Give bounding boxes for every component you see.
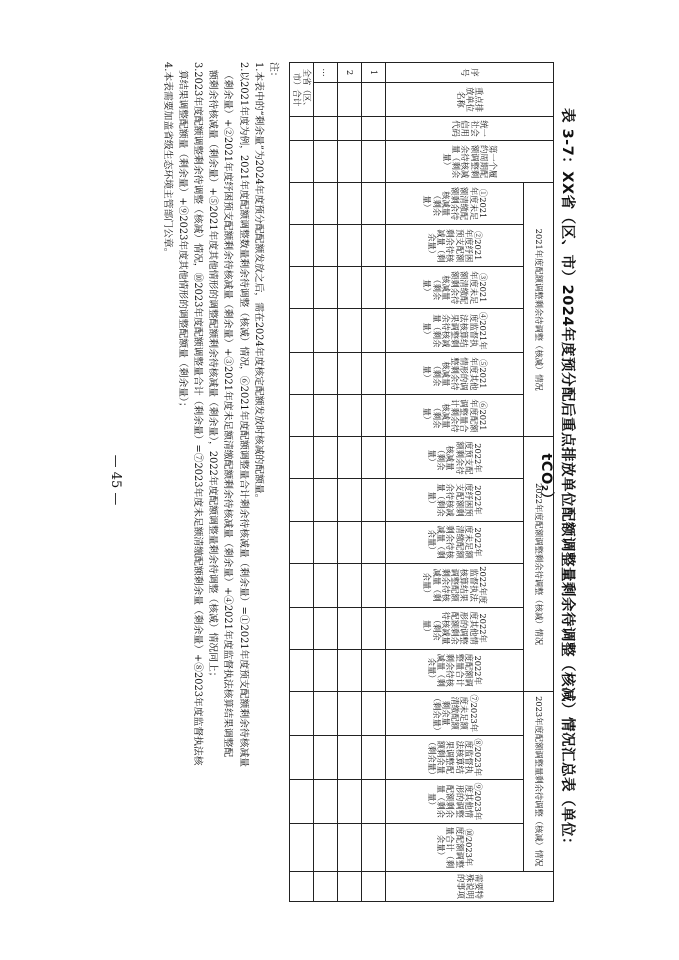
note-2-line1: 2.以2021年度为例，2021年度配额调整数量剩余待调整（核减）情况，⑥2021年度配额调整量合计剩余待核减量（剩余量）=①2021年度预支配额剩余待核减量 [237, 62, 249, 768]
header-2021-col1: ①2021年度未足额清缴配额剩余待核减量（剩余量） [386, 183, 524, 225]
header-2022-col4: 2022年度监督执法核算结果调整配额剩余待核减量（剩余量） [386, 563, 524, 607]
header-2022-col3: 2022年度未足额清缴配额剩余待核减量（剩余量） [386, 521, 524, 563]
header-group-2022: 2022年度配额调整剩余待调整（核减）情况 [524, 437, 554, 691]
notes-section [160, 62, 281, 902]
header-group-2023: 2023年度配额调整量剩余待调整（核减）情况 [524, 691, 554, 871]
header-2021-col2: ②2021年度纾困预支配额剩余待核减量（剩余量） [386, 225, 524, 267]
note-1: 1.本表中的“剩余量”为2024年度预分配配额发放之后，需在2024年度核定配额发放时核减的配额量。 [252, 62, 264, 504]
header-2022-col2: 2022年度纾困预支配额剩余待核减量（剩余量） [386, 479, 524, 521]
note-3-line2: 算结果调整配额量（剩余量）+⑨2023年度其他情形的调整配额量（剩余量）； [176, 70, 188, 412]
note-3-line1: 3.2023年度配额调整剩余待调整（核减）情况，⑩2023年度配额调整量合计（剩余量）=⑦2023年度未足额清缴配额剩余量（剩余量）+⑧2023年度监督执法核 [192, 62, 204, 766]
header-special-notes: 需要特殊说明的事项 [386, 871, 554, 901]
header-2021-col4: ④2021年度监督执法核算结果调整剩余待核减量（剩余量） [386, 309, 524, 353]
header-2022-col1: 2022年度预支配额剩余待核减量（剩余量） [386, 437, 524, 479]
note-2-line3: 额剩余待核减量（剩余量）+⑤2021年度其他情形的调整配额剩余待核减量（剩余量），2022年度配额调整量剩余待调整（核减）情况同上； [207, 70, 219, 682]
header-seq: 序号 [386, 63, 554, 83]
total-row-label: 全省（区、市）合计 [290, 63, 314, 117]
note-4: 4.本表需要加盖省级生态环境主管部门公章。 [161, 62, 173, 258]
note-2-line2: （剩余量）+②2021年度纾困预支配额剩余待核减量（剩余量）+③2021年度未足额清缴配额剩余待核减量（剩余量）+④2021年度监督执法核算结果调整配 [222, 70, 234, 758]
header-2021-col6: ⑥2021年度配额调整量合计剩余待核减量（剩余量） [386, 395, 524, 437]
header-group-2021: 2021年度配额调整剩余待调整（核减）情况 [524, 183, 554, 437]
header-2023-col10: ⑩2023年度配额调整量合计（剩余量） [386, 823, 524, 871]
page-number: — 45 — [108, 454, 123, 506]
notes-heading: 注： [268, 62, 279, 82]
summary-table [289, 62, 554, 902]
header-unit-name: 重点排放单位名称 [386, 83, 554, 117]
table-title: 表 3-7：XX省（区、市）2024年度预分配后重点排放单位配额调整量剩余待调整（核减）情况汇总表（单位：tCO₂） [538, 108, 575, 852]
header-2021-col5: ⑤2021年度其他情形的调整剩余待核减量（剩余量） [386, 353, 524, 395]
row-seq: 2 [338, 63, 362, 83]
header-2021-col3: ③2021年度未足额清缴配额剩余待核减量（剩余量） [386, 267, 524, 309]
row-seq: 1 [362, 63, 386, 83]
header-2023-col8: ⑧2023年度监督执法核算结果调整配额剩余量（剩余量） [386, 735, 524, 779]
header-2023-col9: ⑨2023年度其他情形的调整配额剩余量（剩余量） [386, 779, 524, 823]
header-credit-code: 统一社会信用代码 [386, 117, 554, 141]
header-2022-col6: 2022年度配额调整量合计剩余待核减量（剩余量） [386, 649, 524, 691]
header-2023-col7: ⑦2023年度未足额清缴配额剩余量（剩余量） [386, 691, 524, 735]
header-first-period: 第一个履约周期配额调整剩余待核减量（剩余量） [386, 141, 554, 183]
header-2022-col5: 2022年度其他情形的调整配额剩余待核减量（剩余量） [386, 607, 524, 649]
row-seq: … [314, 63, 338, 83]
